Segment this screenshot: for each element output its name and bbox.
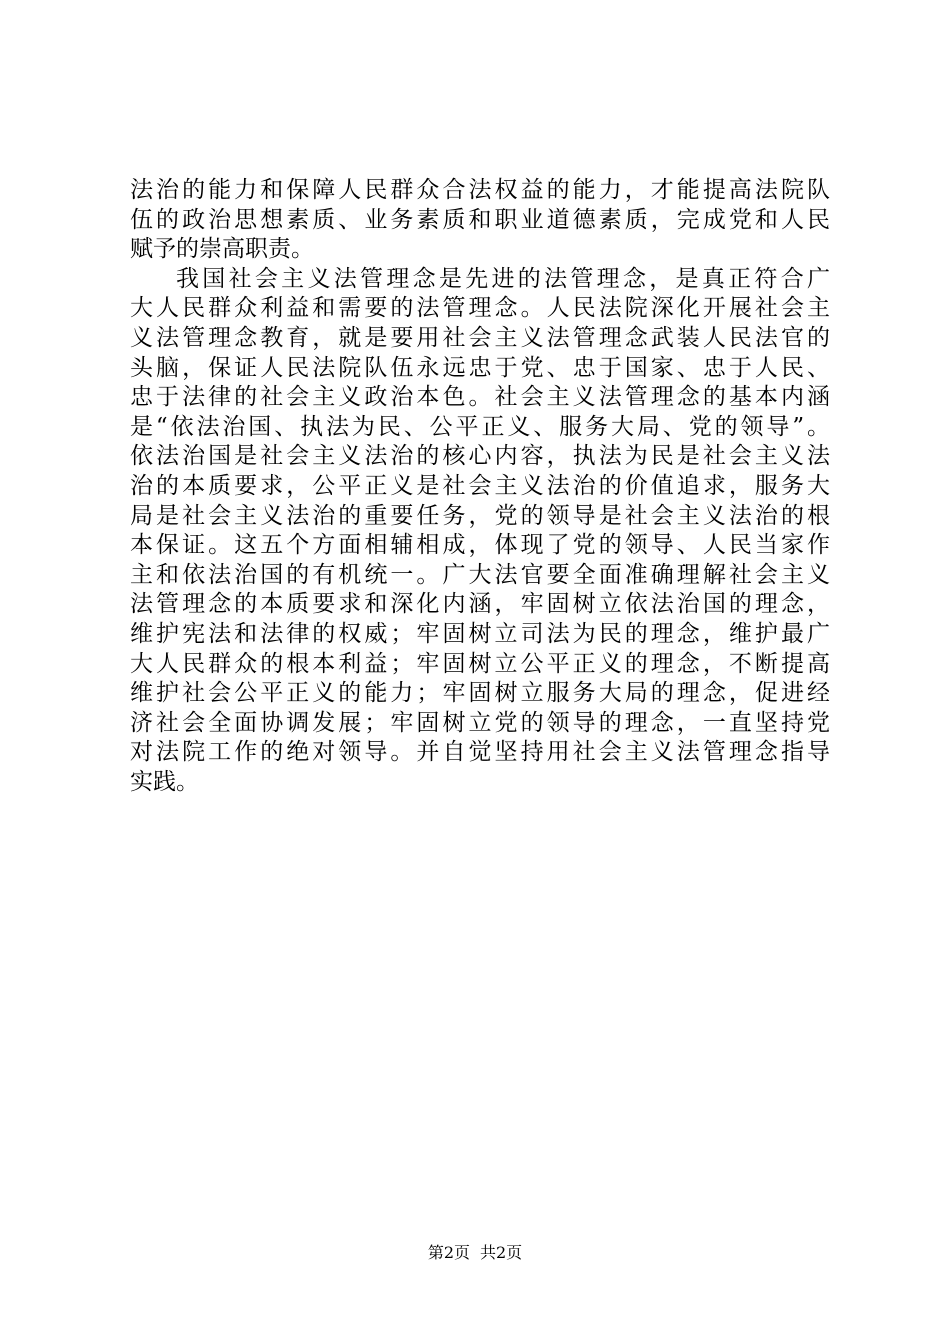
paragraph-first-line: 我国社会主义法管理念是先进的法管理念，是真正符合广 [176, 265, 830, 292]
text-line: 主和依法治国的有机统一。广大法官要全面准确理解社会主义 [130, 561, 830, 588]
text-line: 赋予的崇高职责。 [130, 236, 314, 263]
text-line: 维护宪法和法律的权威；牢固树立司法为民的理念，维护最广 [130, 620, 830, 647]
text-line: 对法院工作的绝对领导。并自觉坚持用社会主义法管理念指导 [130, 739, 830, 766]
page-footer [0, 1243, 950, 1263]
text-line: 济社会全面协调发展；牢固树立党的领导的理念，一直坚持党 [130, 709, 830, 736]
text-line: 是“依法治国、执法为民、公平正义、服务大局、党的领导”。 [130, 413, 830, 440]
text-line: 义法管理念教育，就是要用社会主义法管理念武装人民法官的 [130, 324, 830, 351]
text-line: 大人民群众的根本利益；牢固树立公平正义的理念，不断提高 [130, 650, 830, 677]
text-line: 头脑，保证人民法院队伍永远忠于党、忠于国家、忠于人民、 [130, 354, 830, 381]
text-line: 法管理念的本质要求和深化内涵，牢固树立依法治国的理念， [130, 591, 830, 618]
text-line: 局是社会主义法治的重要任务，党的领导是社会主义法治的根 [130, 502, 830, 529]
page-number-total: 共2页 [480, 1243, 523, 1262]
body-text [130, 176, 830, 797]
text-line: 忠于法律的社会主义政治本色。社会主义法管理念的基本内涵 [130, 384, 830, 411]
page-number-current: 第2页 [427, 1243, 470, 1262]
text-line: 大人民群众利益和需要的法管理念。人民法院深化开展社会主 [130, 295, 830, 322]
text-line: 本保证。这五个方面相辅相成，体现了党的领导、人民当家作 [130, 532, 830, 559]
text-line: 伍的政治思想素质、业务素质和职业道德素质，完成党和人民 [130, 206, 830, 233]
text-line: 依法治国是社会主义法治的核心内容，执法为民是社会主义法 [130, 443, 830, 470]
text-line: 治的本质要求，公平正义是社会主义法治的价值追求，服务大 [130, 472, 830, 499]
text-line: 维护社会公平正义的能力；牢固树立服务大局的理念，促进经 [130, 680, 830, 707]
text-line: 实践。 [130, 768, 199, 795]
text-line: 法治的能力和保障人民群众合法权益的能力，才能提高法院队 [130, 177, 830, 203]
